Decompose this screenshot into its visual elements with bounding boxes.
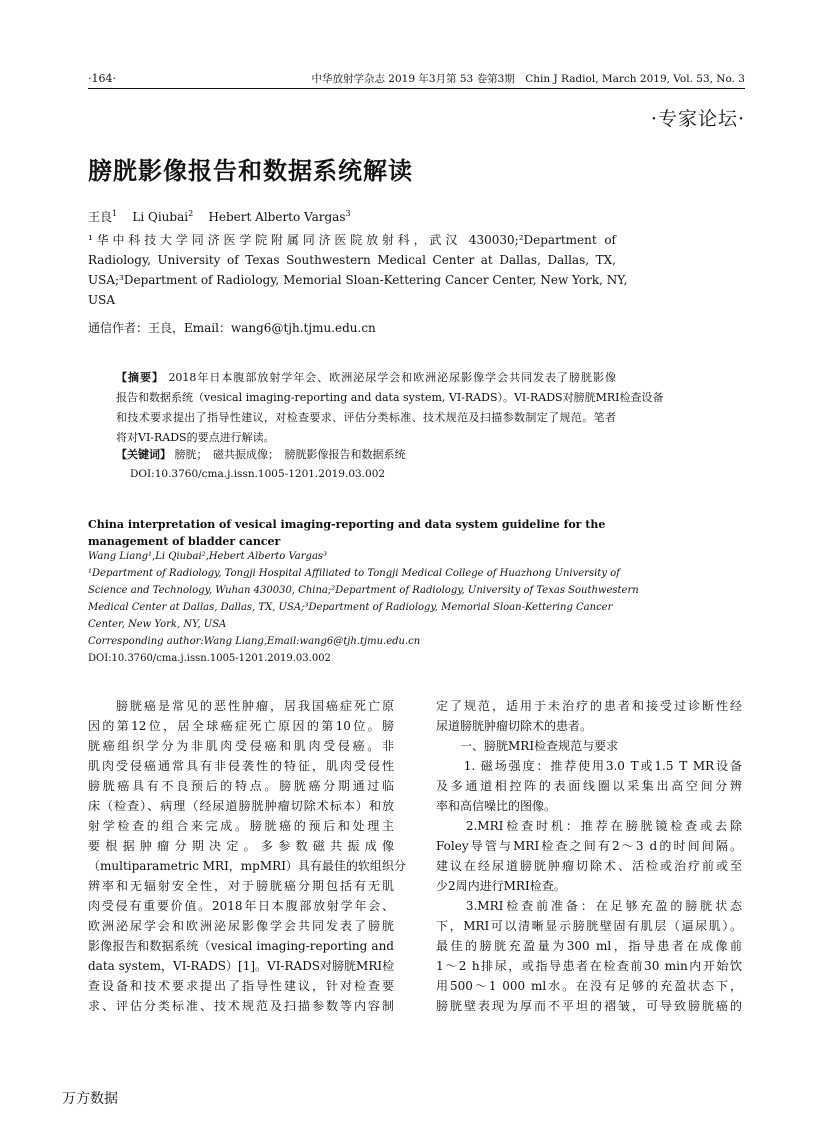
keywords — [116, 446, 406, 462]
english-corresponding: Corresponding author:Wang Liang,Email:wang6@tjh.tjmu.edu.cn — [88, 636, 421, 647]
body-line: 少2周内进行MRI检查。 — [436, 879, 566, 893]
body-line: 及多通道相控阵的表面线圈以采集出高空间分辨 — [436, 779, 742, 793]
keywords-label: 【关键词】 — [116, 448, 171, 461]
body-line: 影像报告和数据系统（vesical imaging-reporting and — [88, 939, 394, 953]
abstract-line: 将对VI-RADS的要点进行解读。 — [116, 431, 275, 444]
abstract-line: 和技术要求提出了指导性建议，对检查要求、评估分类标准、技术规范及扫描参数制定了规范。笔者 — [116, 411, 616, 424]
english-authors: Wang Liang¹,Li Qiubai²,Hebert Alberto Vargas³ — [88, 551, 328, 562]
body-line: data system，VI-RADS）[1]。VI-RADS对膀胱MRI检 — [88, 959, 395, 973]
body-line: 最佳的膀胱充盈量为300 ml，指导患者在成像前 — [436, 939, 742, 953]
abstract-text: 2018年日本腹部放射学年会、欧洲泌尿学会和欧洲泌尿影像学会共同发表了膀胱影像 — [168, 371, 616, 384]
abstract — [116, 368, 664, 448]
doi: DOI:10.3760/cma.j.issn.1005-1201.2019.03.002 — [130, 468, 386, 480]
body-line: 1～2 h排尿，或指导患者在检查前30 min内开始饮 — [436, 959, 742, 973]
body-line: 1. 磁场强度：推荐使用3.0 T或1.5 T MR设备 — [436, 759, 742, 773]
body-line: 欧洲泌尿学会和欧洲泌尿影像学会共同发表了膀胱 — [88, 919, 394, 933]
body-line: 3.MRI检查前准备：在足够充盈的膀胱状态 — [436, 899, 742, 913]
body-line: 膀胱癌具有不良预后的特点。膀胱癌分期通过临 — [88, 779, 394, 793]
english-affiliation-line: Center, New York, NY, USA — [88, 619, 227, 630]
body-column-left — [88, 696, 406, 1016]
body-line: 胱癌组织学分为非肌肉受侵癌和肌肉受侵癌。非 — [88, 739, 394, 753]
english-affiliation-line: ¹Department of Radiology, Tongji Hospital Affiliated to Tongji Medical College of Huazhong University of — [88, 568, 620, 579]
body-line: （multiparametric MRI，mpMRI）具有最佳的软组织分 — [88, 859, 406, 873]
body-line: 2.MRI检查时机：推荐在膀胱镜检查或去除 — [436, 819, 742, 833]
body-line: 肌肉受侵癌通常具有非侵袭性的特征，肌肉受侵性 — [88, 759, 394, 773]
body-line: 辨率和无辐射安全性，对于膀胱癌分期包括有无肌 — [88, 879, 394, 893]
header-rule — [88, 88, 745, 89]
affiliation-line: USA — [88, 293, 115, 307]
author-list — [88, 208, 351, 225]
body-line: 查设备和技术要求提出了指导性建议，针对检查要 — [88, 979, 394, 993]
abstract-label: 【摘要】 — [116, 371, 164, 384]
body-line: 膀胱癌是常见的恶性肿瘤，居我国癌症死亡原 — [88, 699, 394, 713]
body-line: 用500～1 000 ml水。在没有足够的充盈状态下， — [436, 979, 742, 993]
author-name: 王良 — [88, 210, 113, 224]
affiliation-line: ¹华中科技大学同济医学院附属同济医院放射科，武汉 430030;²Department of — [88, 233, 616, 247]
section-label: ·专家论坛· — [650, 108, 745, 130]
author-name: Hebert Alberto Vargas — [208, 210, 346, 224]
body-line: 求、评估分类标准、技术规范及扫描参数等内容制 — [88, 999, 394, 1013]
body-line: 床（检查）、病理（经尿道膀胱肿瘤切除术标本）和放 — [88, 799, 394, 813]
body-column-right — [436, 696, 742, 1016]
english-affiliation-line: Medical Center at Dallas, Dallas, TX, USA;³Department of Radiology, Memorial Sloan-Kettering Cancer — [88, 602, 613, 613]
body-line: 尿道膀胱肿瘤切除术的患者。 — [436, 719, 593, 733]
body-line: 下，MRI可以清晰显示膀胱壁固有肌层（逼尿肌）。 — [436, 919, 742, 933]
affiliation-line: USA;³Department of Radiology, Memorial Sloan-Kettering Cancer Center, New York, NY, — [88, 273, 628, 287]
body-line: 膀胱壁表现为厚而不平坦的褶皱，可导致膀胱癌的 — [436, 999, 742, 1013]
english-affiliation-line: Science and Technology, Wuhan 430030, China;²Department of Radiology, University of Texas Southwestern — [88, 585, 639, 596]
author-sup: 3 — [345, 209, 351, 218]
body-line: 率和高信噪比的图像。 — [436, 799, 557, 813]
affiliations — [88, 230, 628, 310]
abstract-line: 报告和数据系统（vesical imaging-reporting and data system, VI-RADS）。VI-RADS对膀胱MRI检查设备 — [116, 391, 664, 404]
section-heading: 一、膀胱MRI检查规范与要求 — [436, 739, 619, 753]
journal-header: 中华放射学杂志 2019 年3月第 53 卷第3期 Chin J Radiol, March 2019, Vol. 53, No. 3 — [311, 73, 745, 85]
article-title: 膀胱影像报告和数据系统解读 — [88, 157, 413, 185]
body-line: 因的第12位，居全球癌症死亡原因的第10位。膀 — [88, 719, 394, 733]
corresponding-author: 通信作者：王良，Email：wang6@tjh.tjmu.edu.cn — [88, 321, 376, 335]
body-line: 要根据肿瘤分期决定。多参数磁共振成像 — [88, 839, 394, 853]
author-sup: 1 — [112, 209, 118, 218]
page-number: ·164· — [88, 72, 116, 85]
abstract-line — [116, 368, 616, 388]
body-line: 定了规范，适用于未治疗的患者和接受过诊断性经 — [436, 699, 742, 713]
author-sup: 2 — [188, 209, 194, 218]
body-line: 射学检查的组合来完成。膀胱癌的预后和处理主 — [88, 819, 394, 833]
body-line: 肉受侵有重要价值。2018年日本腹部放射学年会、 — [88, 899, 394, 913]
affiliation-line: Radiology, University of Texas Southwestern Medical Center at Dallas, Dallas, TX, — [88, 253, 616, 267]
author-name: Li Qiubai — [132, 210, 189, 224]
english-doi: DOI:10.3760/cma.j.issn.1005-1201.2019.03.002 — [88, 653, 331, 664]
english-title: China interpretation of vesical imaging-reporting and data system guideline for the management of bladder cancer — [88, 518, 606, 548]
keywords-text: 膀胱； 磁共振成像； 膀胱影像报告和数据系统 — [174, 448, 406, 461]
body-line: Foley导管与MRI检查之间有2～3 d的时间间隔。 — [436, 839, 742, 853]
body-line: 建议在经尿道膀胱肿瘤切除术、活检或治疗前或至 — [436, 859, 742, 873]
footer-watermark: 万方数据 — [62, 1091, 118, 1107]
